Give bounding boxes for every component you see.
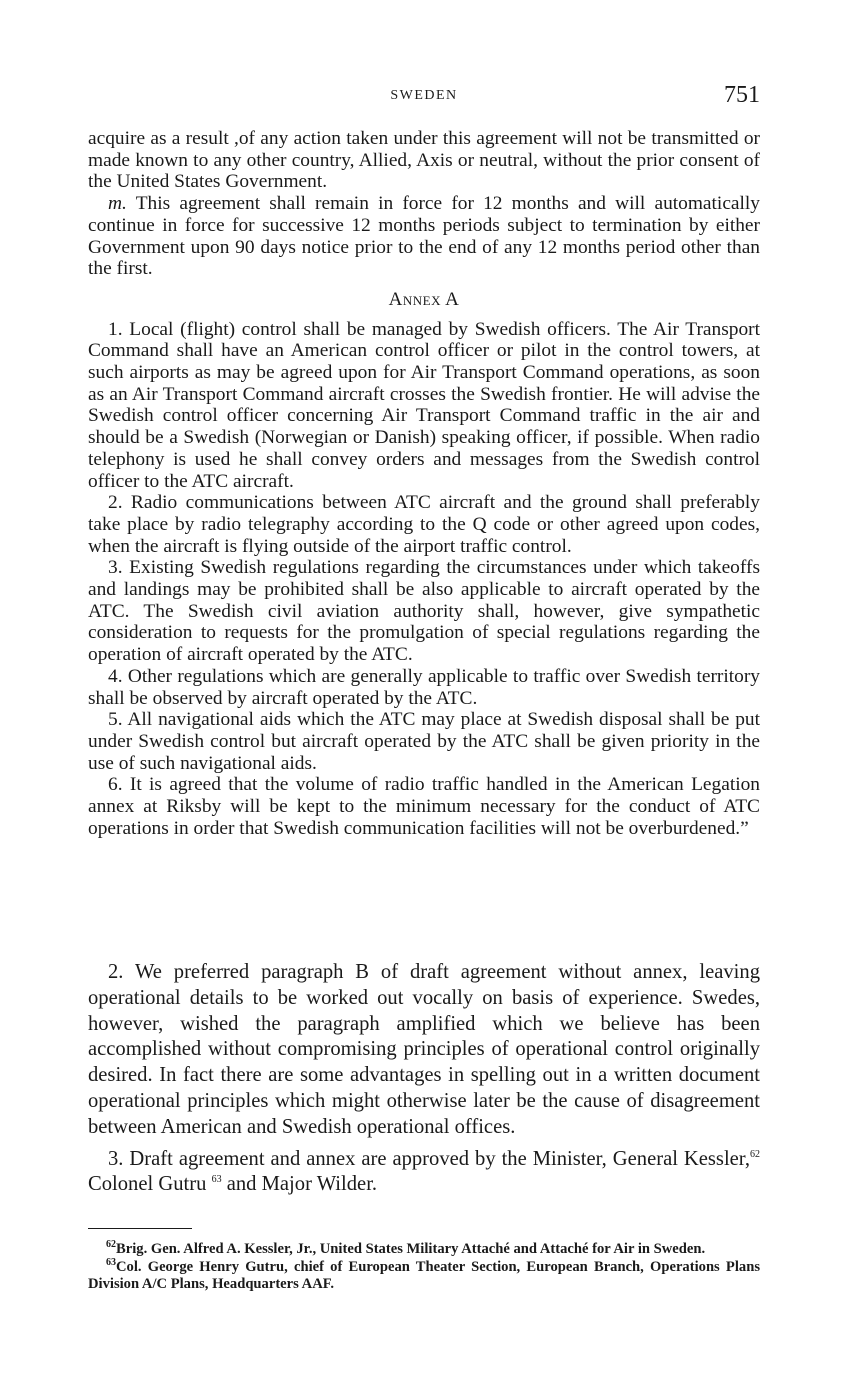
footnote-ref-62[interactable]: 62: [750, 1148, 760, 1160]
annex-item-5: 5. All navigational aids which the ATC may place at Swedish disposal shall be put under Swedish control but aircraft operated by the ATC shall be given priority in the use of such navigational aids.: [88, 709, 760, 774]
footnote-number-62: 62: [106, 1239, 116, 1251]
running-head-title: SWEDEN: [390, 88, 458, 103]
page-number: 751: [724, 82, 760, 108]
message-paragraph-2: 2. We preferred paragraph B of draft agreement without annex, leaving operational details to be worked out vocally on basis of experience. Swedes, however, wished the paragraph amplified which we believe has been accomplished without compromising principles of operational control originally desired. In fact there are some advantages in spelling out in a written document operational principles which might otherwise later be the cause of disagreement between American and Swedish operational offices.: [88, 961, 760, 1138]
annex-item-1: 1. Local (flight) control shall be managed by Swedish officers. The Air Transport Command shall have an American control officer or pilot in the control towers, at such airports as may be agreed upon for Air Transport Command operations, as soon as an Air Transport Command aircraft crosses the Swedish frontier. He will advise the Swedish control officer concerning Air Transport Command traffic in the air and should be a Swedish (Norwegian or Danish) speaking officer, if possible. When radio telephony is used he shall convey orders and messages from the Swedish control officer to the ATC aircraft.: [88, 318, 760, 492]
footnote-62: [88, 1241, 760, 1259]
paragraph-m-text: This agreement shall remain in force for 12 months and will automatically continue in force for successive 12 months periods subject to termination by either Government upon 90 days notice prior to the end of any 12 months period other than the first.: [88, 193, 760, 280]
paragraph-l-continuation: acquire as a result ,of any action taken under this agreement will not be transmitted or made known to any other country, Allied, Axis or neutral, without the prior consent of the United States Government.: [88, 128, 760, 193]
footnote-text-62: Brig. Gen. Alfred A. Kessler, Jr., United States Military Attaché and Attaché for Air in Sweden.: [116, 1241, 706, 1257]
running-head: [88, 82, 760, 112]
agreement-text-block: [88, 128, 760, 840]
footnote-number-63: 63: [106, 1256, 116, 1268]
annex-item-3: 3. Existing Swedish regulations regarding the circumstances under which takeoffs and landings may be prohibited shall be also applicable to aircraft operated by the ATC. The Swedish civil aviation authority shall, however, give sympathetic consideration to requests for the promulgation of special regulations regarding the operation of aircraft operated by the ATC.: [88, 557, 760, 666]
annex-item-6: 6. It is agreed that the volume of radio traffic handled in the American Legation annex at Riksby will be kept to the minimum necessary for the conduct of ATC operations in order that Swedish communication facilities will not be overburdened.”: [88, 774, 760, 839]
annex-heading-text: Annex A: [388, 288, 460, 310]
annex-item-4: 4. Other regulations which are generally applicable to traffic over Swedish territory shall be observed by aircraft operated by the ATC.: [88, 665, 760, 709]
footnote-divider: [88, 1228, 192, 1229]
annex-heading: [88, 289, 760, 311]
footnote-text-63: Col. George Henry Gutru, chief of European Theater Section, European Branch, Operations Plans Division A/C Plans, Headquarters AAF.: [88, 1258, 760, 1292]
message-paragraph-3-part-c: and Major Wilder.: [221, 1173, 378, 1196]
footnote-ref-63[interactable]: 63: [211, 1174, 222, 1186]
message-paragraph-3: [88, 1147, 760, 1199]
footnote-63: [88, 1256, 760, 1294]
message-text-block: [88, 960, 760, 1204]
paragraph-m: [88, 193, 760, 280]
paragraph-m-label: m.: [108, 193, 127, 215]
message-paragraph-3-part-a: 3. Draft agreement and annex are approved by the Minister, General Kessler,: [108, 1147, 750, 1170]
footnotes: [88, 1241, 760, 1294]
annex-item-2: 2. Radio communications between ATC aircraft and the ground shall preferably take place by radio telegraphy according to the Q code or other agreed upon codes, when the aircraft is flying outside of the airport traffic control.: [88, 492, 760, 557]
message-paragraph-3-part-b: Colonel Gutru: [88, 1173, 212, 1196]
